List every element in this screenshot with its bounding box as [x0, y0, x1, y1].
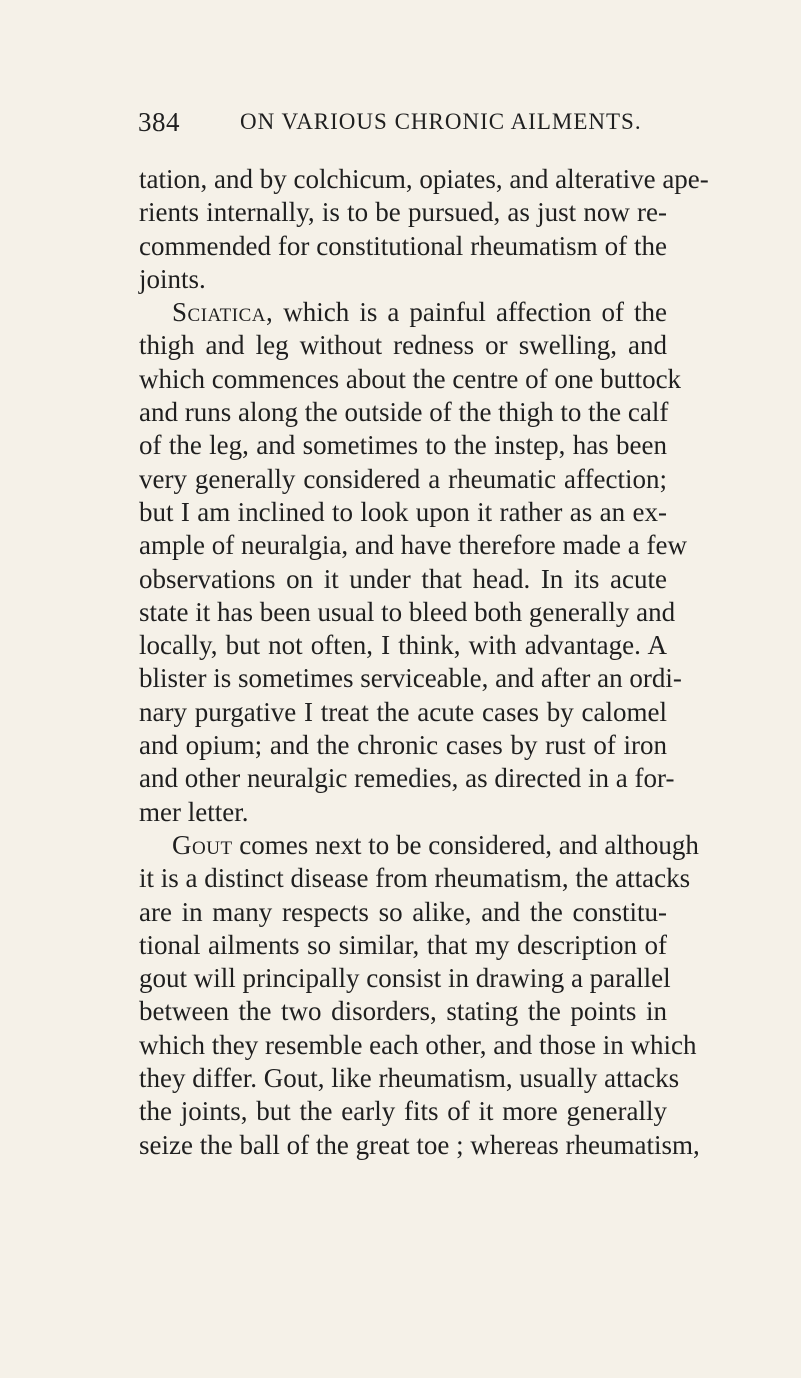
text-line: ample of neuralgia, and have therefore made a few: [139, 530, 687, 561]
text-line: are in many respects so alike, and the constitu-: [139, 896, 667, 927]
text-line: tional ailments so similar, that my description of: [139, 929, 667, 960]
body-text: [139, 163, 709, 1162]
text-line: commended for constitutional rheumatism of the: [139, 230, 667, 261]
text-line: very generally considered a rheumatic affection;: [139, 463, 667, 494]
text-line: joints.: [139, 263, 206, 294]
text-line: locally, but not often, I think, with advantage. A: [139, 630, 667, 661]
text-line: but I am inclined to look upon it rather as an ex-: [139, 496, 667, 527]
text-line: and runs along the outside of the thigh to the calf: [139, 397, 669, 428]
gout-heading: Gout: [172, 829, 233, 860]
text-line-fragment: which is a painful affection of the: [283, 297, 667, 328]
text-line: which commences about the centre of one buttock: [139, 363, 682, 394]
text-line: tation, and by colchicum, opiates, and alterative ape-: [139, 164, 709, 194]
text-line: and other neuralgic remedies, as directed in a for-: [139, 763, 675, 794]
text-line-fragment: comes next to be considered, and although: [239, 829, 699, 860]
text-line: thigh and leg without redness or swelling, and: [139, 330, 667, 361]
text-line: it is a distinct disease from rheumatism, the attacks: [139, 863, 691, 894]
sciatica-heading: Sciatica,: [172, 297, 274, 328]
text-line: blister is sometimes serviceable, and after an ordi-: [139, 663, 682, 694]
text-line: observations on it under that head. In its acute: [139, 563, 667, 594]
text-line: nary purgative I treat the acute cases by calomel: [139, 696, 667, 727]
text-line: of the leg, and sometimes to the instep, has been: [139, 430, 667, 461]
text-line: rients internally, is to be pursued, as just now re-: [139, 197, 667, 228]
text-line: mer letter.: [139, 796, 249, 827]
page-header: [138, 104, 658, 140]
running-title: ON VARIOUS CHRONIC AILMENTS.: [240, 109, 642, 134]
text-line: which they resemble each other, and those in which: [139, 1029, 697, 1060]
text-line: [139, 296, 667, 329]
page-number: 384: [138, 107, 180, 137]
text-line: [139, 829, 699, 862]
text-line: and opium; and the chronic cases by rust of iron: [139, 730, 667, 761]
text-line: gout will principally consist in drawing a parallel: [139, 963, 671, 994]
text-line: state it has been usual to bleed both generally and: [139, 596, 676, 627]
text-line: the joints, but the early fits of it more generally: [139, 1096, 667, 1127]
text-line: between the two disorders, stating the points in: [139, 996, 667, 1027]
text-line: seize the ball of the great toe ; whereas rheumatism,: [139, 1129, 700, 1160]
text-line: they differ. Gout, like rheumatism, usually attacks: [139, 1063, 680, 1094]
